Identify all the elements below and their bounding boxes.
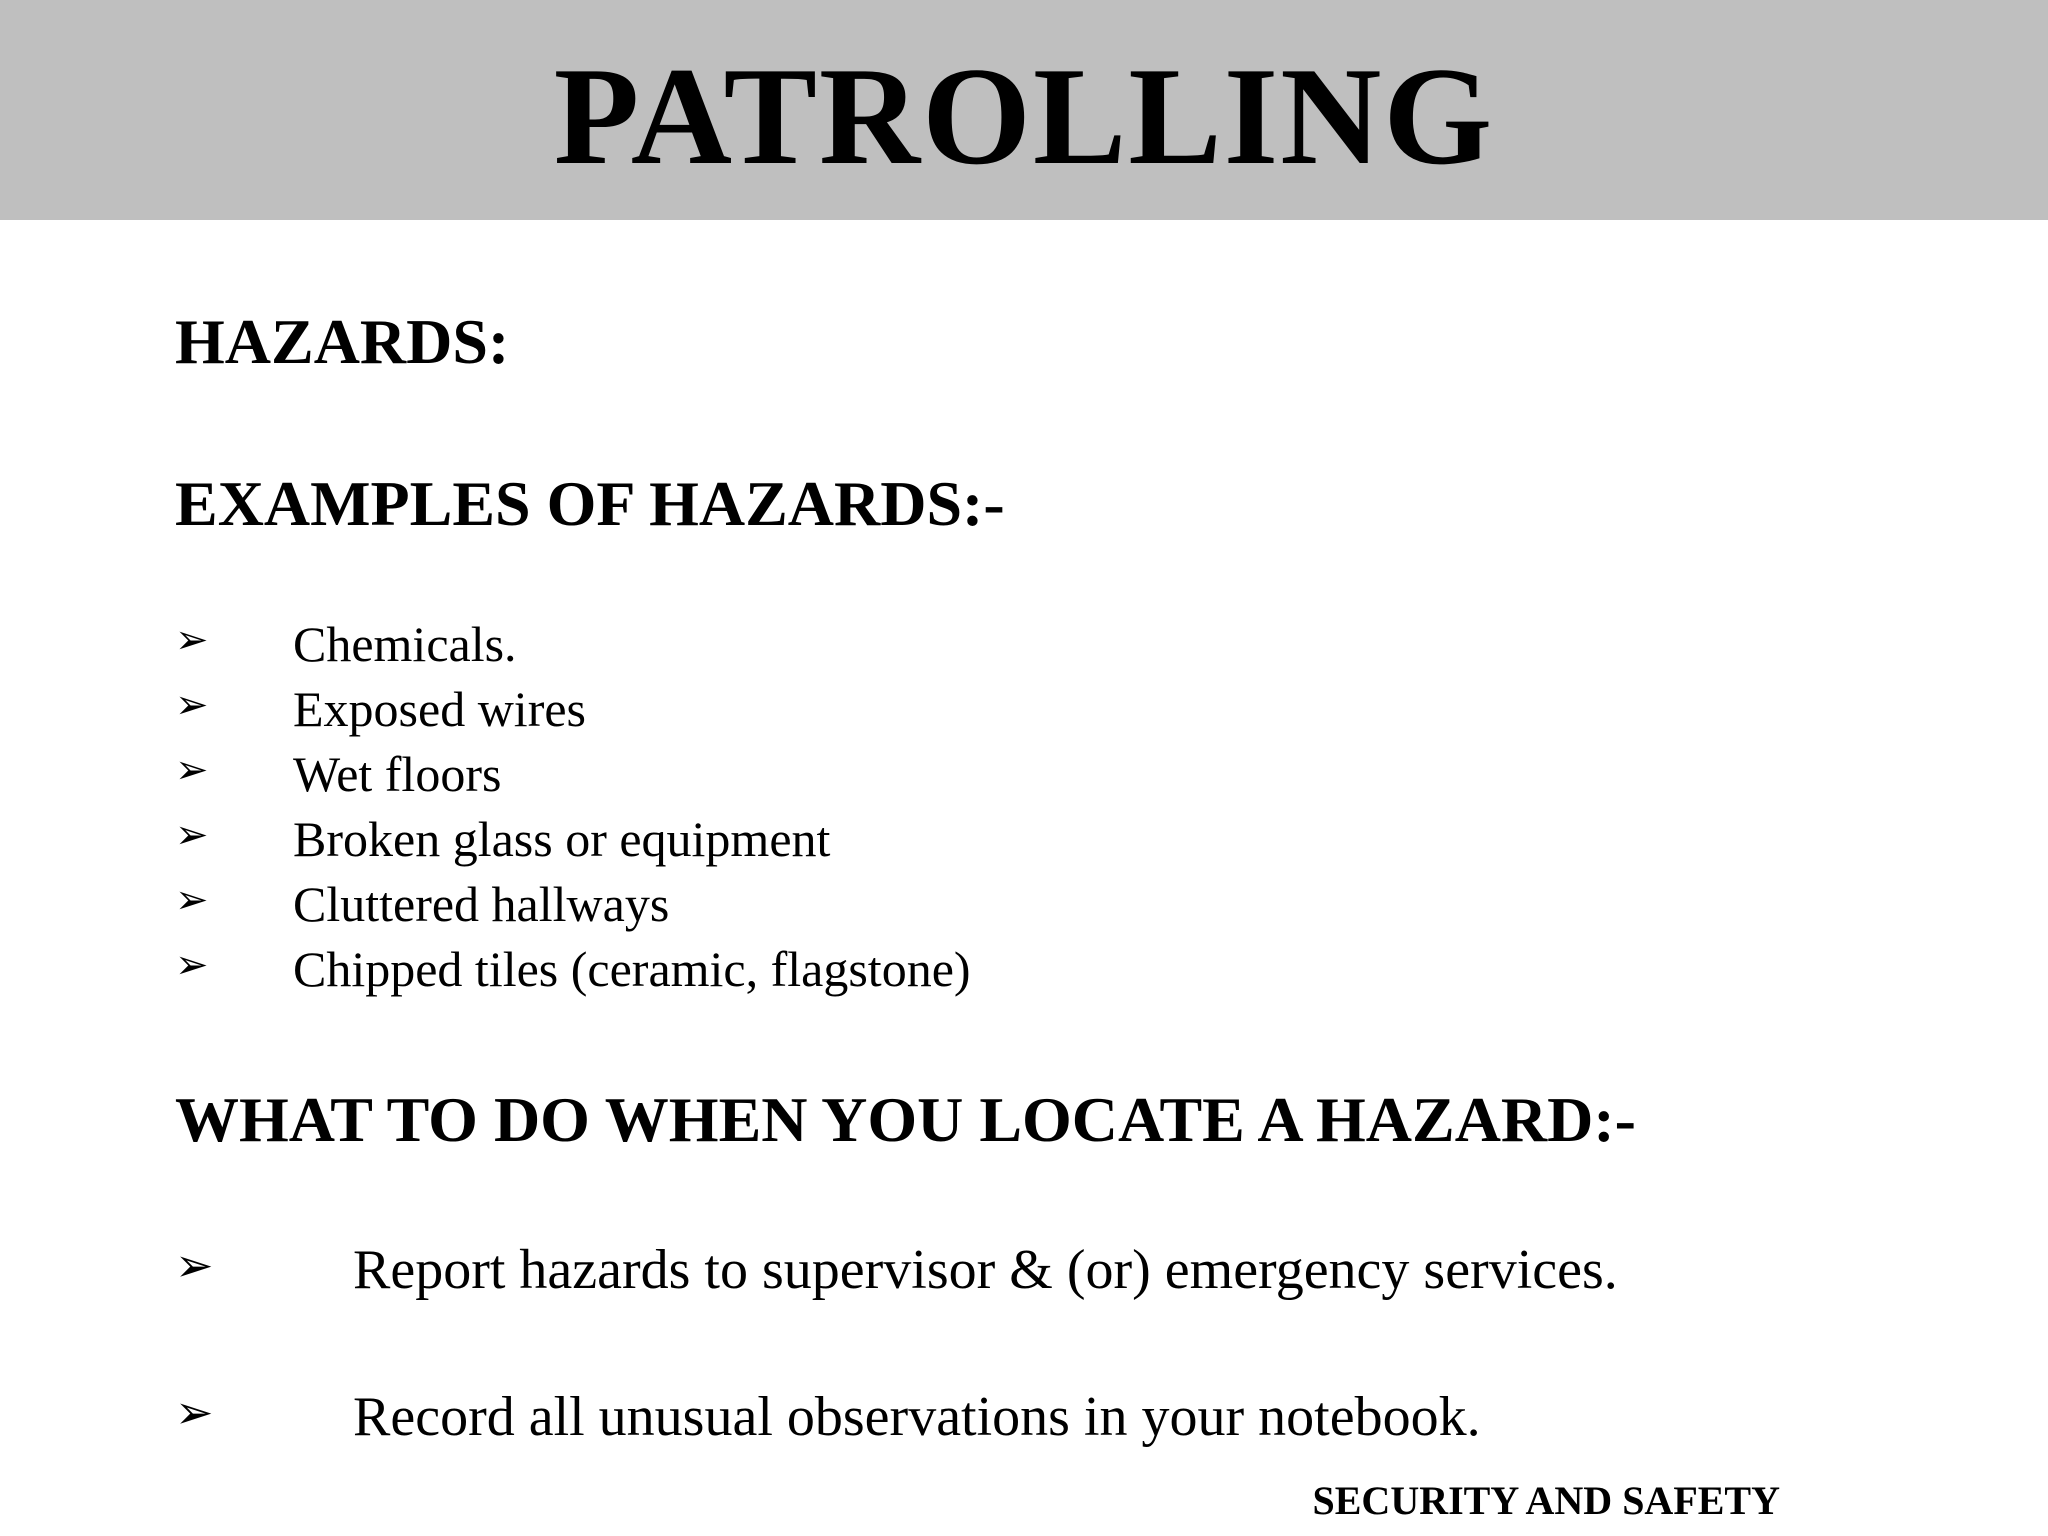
- what-to-do-heading: WHAT TO DO WHEN YOU LOCATE A HAZARD:-: [175, 1084, 1636, 1155]
- list-item-text: Record all unusual observations in your notebook.: [353, 1386, 1481, 1448]
- page-title: PATROLLING: [553, 39, 1495, 194]
- arrowhead-bullet-icon: ➢: [175, 1238, 214, 1292]
- arrowhead-bullet-icon: ➢: [175, 877, 209, 923]
- arrowhead-bullet-icon: ➢: [175, 682, 209, 728]
- arrowhead-bullet-icon: ➢: [175, 812, 209, 858]
- arrowhead-bullet-icon: ➢: [175, 617, 209, 663]
- list-item-text: Chemicals.: [293, 616, 517, 672]
- examples-heading: EXAMPLES OF HAZARDS:-: [175, 468, 1005, 539]
- hazards-heading: HAZARDS:: [175, 306, 510, 377]
- arrowhead-bullet-icon: ➢: [175, 747, 209, 793]
- list-item-text: Exposed wires: [293, 681, 586, 737]
- arrowhead-bullet-icon: ➢: [175, 942, 209, 988]
- list-item-text: Chipped tiles (ceramic, flagstone): [293, 941, 971, 997]
- header-band: [0, 0, 2048, 220]
- list-item-text: Report hazards to supervisor & (or) emergency services.: [353, 1239, 1618, 1301]
- list-item-text: Cluttered hallways: [293, 876, 670, 932]
- arrowhead-bullet-icon: ➢: [175, 1385, 214, 1439]
- footer-label: SECURITY AND SAFETY: [1312, 1478, 1780, 1523]
- list-item-text: Wet floors: [293, 746, 502, 802]
- list-item-text: Broken glass or equipment: [293, 811, 831, 867]
